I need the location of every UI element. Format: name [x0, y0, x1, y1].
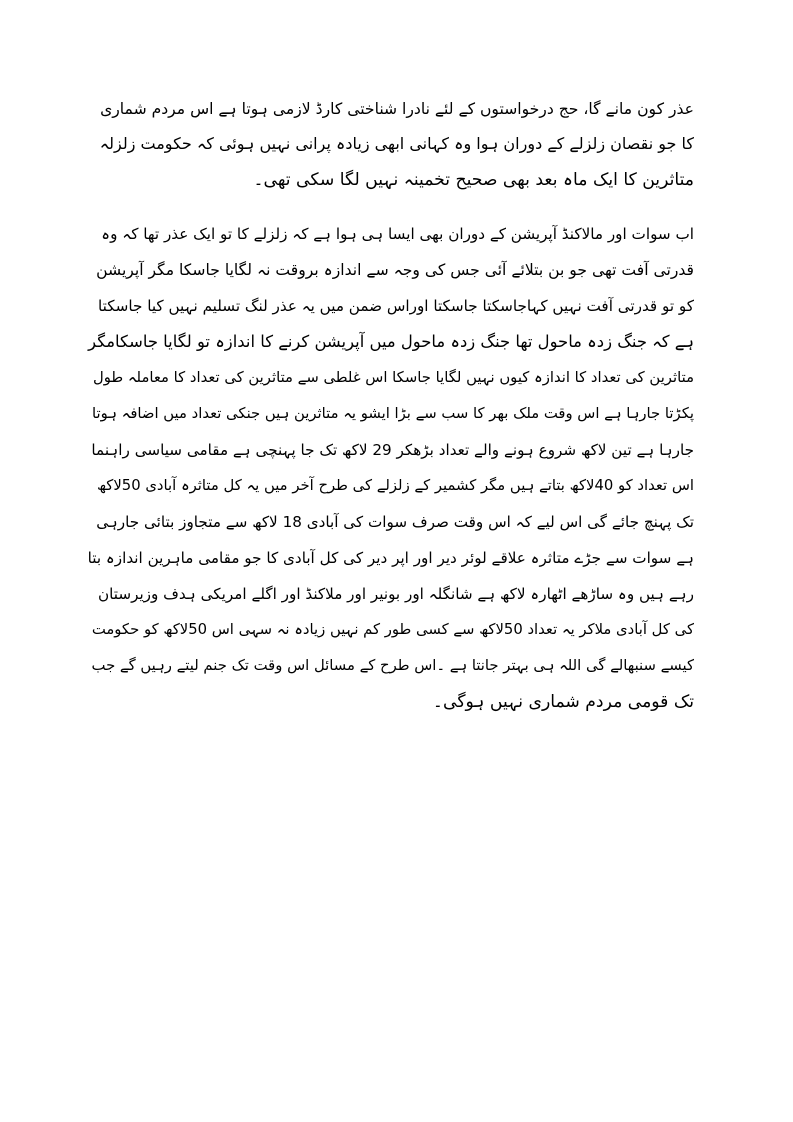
text-line-3: متاثرین کا ایک ماہ بعد بھی صحیح تخمینہ نہیں لگا سکی تھی۔: [253, 170, 694, 190]
text-line-9: پکڑتا جارہا ہے اس وقت ملک بھر کا سب سے بڑا ایشو یہ متاثرین ہیں جنکی تعداد میں اضافہ ہوتا: [92, 405, 694, 422]
text-line-7: ہے کہ جنگ زدہ ماحول تھا جنگ زدہ ماحول میں آپریشن کرنے کا اندازہ تو لگایا جاسکامگر: [88, 332, 694, 351]
text-line-5: قدرتی آفت تھی جو بن بتلائے آئی جس کی وجہ سے اندازہ بروقت نہ لگایا جاسکا مگر آپریشن: [96, 261, 694, 279]
text-line-11: اس تعداد کو 40لاکھ بتاتے ہیں مگر کشمیر کے زلزلے کی طرح آخر میں یہ کل متاثرہ آبادی 50لاکھ: [96, 477, 694, 494]
text-line-14: رہے ہیں وہ ساڑھے اٹھارہ لاکھ ہے شانگلہ اور بونیر اور ملاکنڈ اور اگلے امریکی ہدف وزیرستان: [97, 585, 694, 603]
text-line-12: تک پہنچ جائے گی اس لیے کہ اس وقت صرف سوات کی آبادی 18 لاکھ سے متجاوز بتائی جارہی: [96, 513, 694, 531]
text-line-6: کو تو قدرتی آفت نہیں کہاجاسکتا جاسکتا اوراس ضمن میں یہ عذر لنگ تسلیم نہیں کیا جاسکتا: [98, 297, 694, 315]
text-line-16: کیسے سنبھالے گی اللہ ہی بہتر جانتا ہے ۔اس طرح کے مسائل اس وقت تک جنم لیتے رہیں گے جب: [91, 657, 694, 674]
text-line-10: جارہا ہے تین لاکھ شروع ہونے والے تعداد بڑھکر 29 لاکھ تک جا پہنچی ہے مقامی سیاسی راہنما: [91, 441, 694, 459]
text-line-13: ہے سوات سے جڑے متاثرہ علاقے لوئر دیر اور اپر دیر کی کل آبادی کا جو مقامی ماہرین اندازہ بتا: [87, 549, 694, 567]
text-line-17: تک قومی مردم شماری نہیں ہوگی۔: [432, 692, 694, 712]
text-line-1: عذر کون مانے گا، حج درخواستوں کے لئے نادرا شناختی کارڈ لازمی ہوتا ہے اس مردم شماری: [100, 100, 694, 118]
text-line-15: کی کل آبادی ملاکر یہ تعداد 50لاکھ سے کسی طور کم نہیں زیادہ نہ سہی اس 50لاکھ کو حکومت: [91, 621, 694, 638]
text-line-8: متاثرین کی تعداد کا اندازہ کیوں نہیں لگایا جاسکا اس غلطی سے متاثرین کی تعداد کا معاملہ طول: [93, 369, 694, 386]
text-line-2: کا جو نقصان زلزلے کے دوران ہوا وہ کہانی ابھی زیادہ پرانی نہیں ہوئی کہ حکومت زلزلہ: [99, 134, 694, 153]
text-line-4: اب سوات اور مالاکنڈ آپریشن کے دوران بھی ایسا ہی ہوا ہے کہ زلزلے کا تو ایک عذر تھا کہ وہ: [101, 225, 694, 243]
